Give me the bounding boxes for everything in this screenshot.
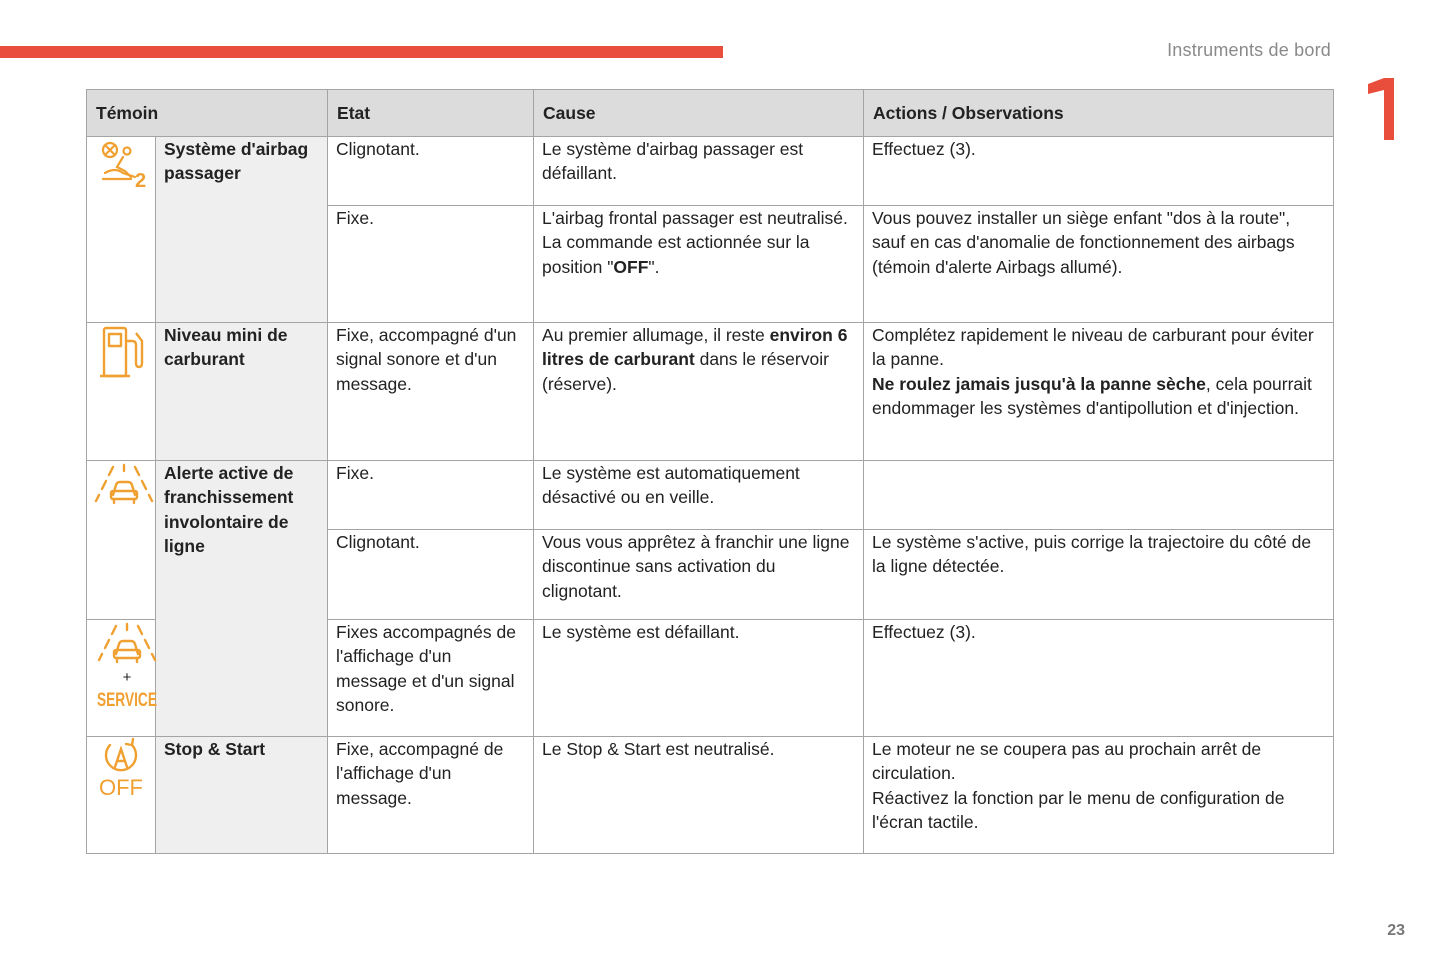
cause-cell: L'airbag frontal passager est neutralisé. La commande est actionnée sur la position "OFF". xyxy=(534,206,864,323)
col-header-actions: Actions / Observations xyxy=(864,90,1334,137)
etat-cell: Fixe. xyxy=(328,206,534,323)
cause-cell: Vous vous apprêtez à franchir une ligne discontinue sans activation du clignotant. xyxy=(534,530,864,620)
stopstart-icon-cell xyxy=(87,737,156,854)
col-header-etat: Etat xyxy=(328,90,534,137)
action-cell xyxy=(864,461,1334,530)
chapter-number xyxy=(1364,76,1398,146)
top-accent-bar xyxy=(0,46,723,58)
table-row xyxy=(87,737,1334,854)
etat-cell: Clignotant. xyxy=(328,137,534,206)
etat-cell: Clignotant. xyxy=(328,530,534,620)
svg-text:OFF: OFF xyxy=(99,775,143,800)
etat-cell: Fixes accompagnés de l'affichage d'un message et d'un signal sonore. xyxy=(328,620,534,737)
action-cell: Effectuez (3). xyxy=(864,137,1334,206)
lane-service-icon-cell xyxy=(87,620,156,737)
etat-cell: Fixe, accompagné d'un signal sonore et d'un message. xyxy=(328,323,534,461)
cause-cell: Le système est défaillant. xyxy=(534,620,864,737)
lane-departure-service-icon xyxy=(95,620,159,712)
lane-departure-icon xyxy=(95,461,153,507)
fuel-pump-icon xyxy=(96,323,146,381)
row-name-fuel: Niveau mini de carburant xyxy=(156,323,328,461)
etat-cell: Fixe, accompagné de l'affichage d'un message. xyxy=(328,737,534,854)
table-row xyxy=(87,461,1334,530)
action-cell: Le système s'active, puis corrige la trajectoire du côté de la ligne détectée. xyxy=(864,530,1334,620)
row-name-stopstart: Stop & Start xyxy=(156,737,328,854)
cause-cell: Le Stop & Start est neutralisé. xyxy=(534,737,864,854)
action-cell: Vous pouvez installer un siège enfant "dos à la route", sauf en cas d'anomalie de fonctionnement des airbags (témoin d'alerte Airbags allumé). xyxy=(864,206,1334,323)
table-row xyxy=(87,323,1334,461)
col-header-cause: Cause xyxy=(534,90,864,137)
action-cell: Complétez rapidement le niveau de carburant pour éviter la panne. Ne roulez jamais jusqu'à la panne sèche, cela pourrait endommager les systèmes d'antipollution et d'injection. xyxy=(864,323,1334,461)
svg-text:2: 2 xyxy=(135,170,147,192)
lane-icon-cell xyxy=(87,461,156,620)
cause-cell: Au premier allumage, il reste environ 6 litres de carburant dans le réservoir (réserve). xyxy=(534,323,864,461)
col-header-temoin: Témoin xyxy=(87,90,328,137)
action-cell: Effectuez (3). xyxy=(864,620,1334,737)
warning-lights-table xyxy=(86,89,1334,854)
svg-text:SERVICE: SERVICE xyxy=(97,690,157,711)
etat-cell: Fixe. xyxy=(328,461,534,530)
table-row xyxy=(87,137,1334,206)
row-name-airbag: Système d'airbag passager xyxy=(156,137,328,323)
action-cell: Le moteur ne se coupera pas au prochain arrêt de circulation. Réactivez la fonction par le menu de configuration de l'écran tactile. xyxy=(864,737,1334,854)
section-title: Instruments de bord xyxy=(1167,40,1331,60)
cause-cell: Le système est automatiquement désactivé ou en veille. xyxy=(534,461,864,530)
page-number: 23 xyxy=(1387,922,1405,939)
airbag-icon-cell xyxy=(87,137,156,323)
fuel-icon-cell xyxy=(87,323,156,461)
svg-text:+: + xyxy=(122,669,132,686)
airbag-passenger-icon xyxy=(95,137,151,192)
stop-start-off-icon xyxy=(96,737,146,800)
row-name-lane: Alerte active de franchissement involontaire de ligne xyxy=(156,461,328,737)
table-header-row xyxy=(87,90,1334,137)
cause-cell: Le système d'airbag passager est défaillant. xyxy=(534,137,864,206)
